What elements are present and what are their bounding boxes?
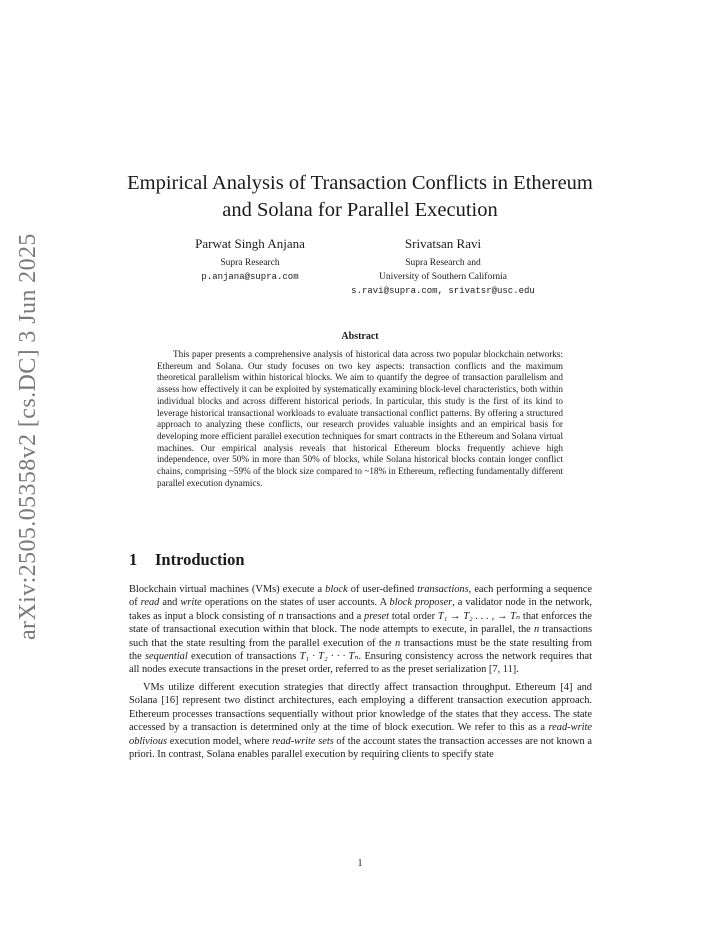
text-run: and	[159, 597, 181, 609]
section-number: 1	[129, 550, 138, 569]
emphasis: sequential	[145, 651, 188, 663]
author-name: Parwat Singh Anjana	[195, 236, 305, 251]
text-run: . Ensuring consistency across the network requires that all nodes execute transactions in the preset order, referred to as the preset serialization [7, 11].	[129, 651, 592, 676]
abstract-text: This paper presents a comprehensive analysis of historical data across two popular blockchain networks: Ethereum and Solana. Our study focuses on two key aspects: transaction conflicts and the maximum theoretical parallelism within historical blocks. We aim to quantify the degree of transaction parallelism and assess how effectively it can be exploited by systematically examining block-level characteristics, both within individual blocks and across different historical periods. In particular, this study is the first of its kind to leverage historical transactional workloads to evaluate transactional conflict patterns. By offering a structured approach to analyzing these conflicts, our research provides valuable insights and an empirical basis for developing more efficient parallel execution techniques for smart contracts in the Ethereum and Solana virtual machines. Our empirical analysis reveals that historical Ethereum blocks frequently achieve high independence, over 50% in more than 50% of blocks, while Solana historical blocks contain longer conflict chains, comprising ~59% of the block size compared to ~18% in Ethereum, reflecting fundamentally different parallel execution dynamics.	[157, 349, 563, 488]
arxiv-identifier-stamp: arXiv:2505.05358v2 [cs.DC] 3 Jun 2025	[15, 233, 41, 640]
page-number: 1	[357, 858, 363, 869]
text-run: transactions must be the state resulting from the	[129, 637, 592, 663]
author-email: s.ravi@supra.com, srivatsr@usc.edu	[351, 286, 535, 296]
emphasis: transactions	[417, 584, 469, 595]
author-affiliation: Supra Research and	[405, 258, 481, 268]
math-expression: T₁ → T₂ . . . , → Tₙ	[437, 610, 521, 622]
text-run: of the account states the transaction accesses are not known a priori. In contrast, Solana enables parallel execution by requiring clients to specify state	[129, 735, 592, 761]
text-run: transactions and a	[283, 610, 365, 622]
emphasis: block proposer	[389, 597, 453, 609]
text-run: execution of transactions	[187, 651, 300, 663]
author-affiliation-2: University of Southern California	[379, 272, 507, 282]
emphasis: read-write oblivious	[129, 722, 592, 747]
math-var: n	[533, 624, 540, 636]
text-run: total order	[389, 610, 438, 622]
author-email: p.anjana@supra.com	[201, 272, 299, 282]
section-heading	[129, 550, 245, 570]
text-run: transactions such that the state resulting from the parallel execution of the	[129, 624, 592, 649]
text-run: execution model, where	[167, 735, 273, 747]
intro-paragraph-2	[129, 681, 592, 761]
text-run: , each performing a sequence of	[129, 584, 593, 609]
text-run: of user-defined	[347, 584, 418, 595]
author-block-1	[170, 236, 330, 284]
text-run: Blockchain virtual machines (VMs) execute a	[129, 584, 326, 595]
author-name: Srivatsan Ravi	[404, 236, 482, 251]
text-run: operations on the states of user accounts. A	[201, 597, 390, 609]
text-run: , a validator node in the network, takes as input a block consisting of	[129, 597, 592, 622]
math-var: n	[278, 610, 284, 622]
intro-paragraph-1	[129, 583, 592, 677]
paper-title	[100, 170, 620, 224]
author-affiliation: Supra Research	[220, 258, 280, 268]
emphasis: read	[140, 597, 160, 609]
emphasis: block	[325, 584, 348, 595]
math-expression: T₁ · T₂ · · · Tₙ	[299, 651, 359, 663]
text-run: that enforces the state of transactional execution within that block. The node attempts to execute, in parallel, the	[129, 610, 592, 636]
emphasis: read-write sets	[272, 735, 334, 747]
emphasis: preset	[364, 610, 390, 622]
math-var: n	[395, 637, 401, 649]
title-line-2: and Solana for Parallel Execution	[222, 199, 498, 221]
title-line-1: Empirical Analysis of Transaction Conflicts in Ethereum	[127, 172, 593, 194]
author-block-2	[340, 236, 546, 298]
abstract-heading: Abstract	[341, 331, 379, 342]
section-title: Introduction	[155, 550, 245, 569]
text-run: VMs utilize different execution strategies that directly affect transaction throughput. Ethereum [4] and Solana [16] represent two distinct architectures, each employing a different transaction execution approach. Ethereum processes transactions sequentially without prior knowledge of the states that they access. The state accessed by a transaction is determined only at the time of block execution. We refer to this as a	[129, 682, 592, 734]
emphasis: write	[180, 597, 202, 609]
